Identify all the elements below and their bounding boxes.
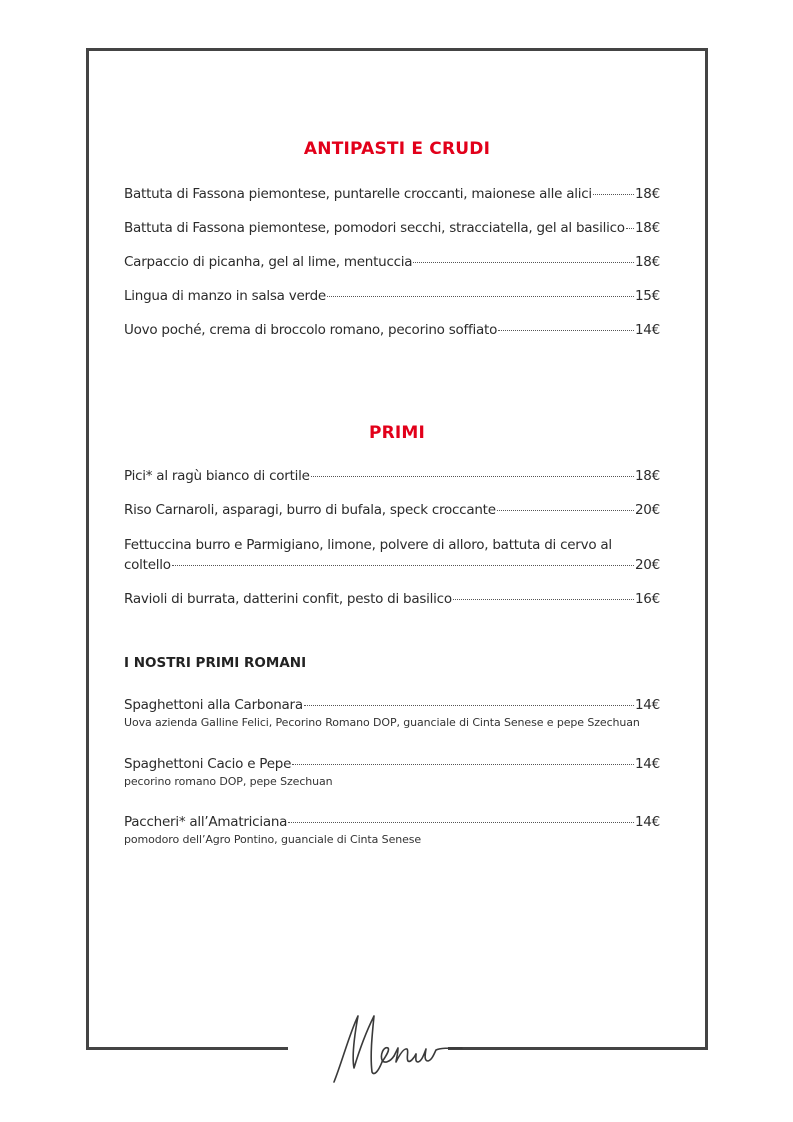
frame-bottom-border-left (86, 1047, 288, 1050)
item-price: 14€ (634, 814, 660, 830)
frame-top-border (86, 48, 708, 51)
leader-dots (327, 296, 634, 297)
item-name: Paccheri* all’Amatriciana (124, 814, 288, 830)
item-name: Ravioli di burrata, datterini confit, pesto di basilico (124, 591, 452, 607)
leader-dots (497, 510, 634, 511)
item-name: Uovo poché, crema di broccolo romano, pecorino soffiato (124, 322, 498, 338)
item-name: Battuta di Fassona piemontese, pomodori secchi, stracciatella, gel al basilico (124, 220, 625, 236)
menu-item (124, 218, 660, 238)
leader-dots (413, 262, 634, 263)
item-name: Carpaccio di picanha, gel al lime, mentuccia (124, 254, 413, 270)
menu-item (124, 500, 660, 520)
menu-item (124, 320, 660, 340)
menu-item (124, 754, 660, 789)
item-name: Spaghettoni Cacio e Pepe (124, 756, 292, 772)
menu-item (124, 535, 660, 575)
leader-dots (453, 599, 634, 600)
leader-dots (172, 565, 634, 566)
item-name: Lingua di manzo in salsa verde (124, 288, 326, 304)
item-price: 14€ (634, 756, 660, 772)
item-description: pecorino romano DOP, pepe Szechuan (124, 775, 333, 788)
frame-bottom-border-right (448, 1047, 708, 1050)
item-name: coltello (124, 557, 171, 573)
item-price: 18€ (634, 468, 660, 484)
leader-dots (626, 228, 634, 229)
menu-item (124, 286, 660, 306)
leader-dots (288, 822, 634, 823)
leader-dots (498, 330, 634, 331)
menu-item (124, 589, 660, 609)
item-description: pomodoro dell’Agro Pontino, guanciale di Cinta Senese (124, 833, 422, 846)
item-price: 15€ (634, 288, 660, 304)
leader-dots (311, 476, 634, 477)
item-price: 16€ (634, 591, 660, 607)
item-name: Pici* al ragù bianco di cortile (124, 468, 310, 484)
item-name: Spaghettoni alla Carbonara (124, 697, 303, 713)
item-name: Battuta di Fassona piemontese, puntarelle croccanti, maionese alle alici (124, 186, 592, 202)
menu-signature-logo (328, 1002, 464, 1092)
item-price: 18€ (634, 186, 660, 202)
leader-dots (292, 764, 634, 765)
frame-left-border (86, 48, 89, 1050)
item-price: 18€ (634, 220, 660, 236)
leader-dots (593, 194, 634, 195)
menu-item (124, 695, 660, 730)
section-title-primi: PRIMI (368, 423, 426, 443)
item-price: 20€ (634, 502, 660, 518)
section-title-antipasti: ANTIPASTI E CRUDI (303, 139, 491, 159)
menu-item (124, 252, 660, 272)
item-price: 14€ (634, 697, 660, 713)
section-title-romani: I NOSTRI PRIMI ROMANI (124, 655, 307, 671)
item-price: 18€ (634, 254, 660, 270)
item-description: Uova azienda Galline Felici, Pecorino Romano DOP, guanciale di Cinta Senese e pepe Szechuan (124, 716, 640, 729)
frame-right-border (705, 48, 708, 1050)
item-price: 14€ (634, 322, 660, 338)
leader-dots (304, 705, 634, 706)
item-name: Riso Carnaroli, asparagi, burro di bufala, speck croccante (124, 502, 496, 518)
item-price: 20€ (634, 557, 660, 573)
menu-item (124, 184, 660, 204)
menu-item (124, 812, 660, 847)
menu-item (124, 466, 660, 486)
item-name-line1: Fettuccina burro e Parmigiano, limone, polvere di alloro, battuta di cervo al (124, 537, 612, 553)
